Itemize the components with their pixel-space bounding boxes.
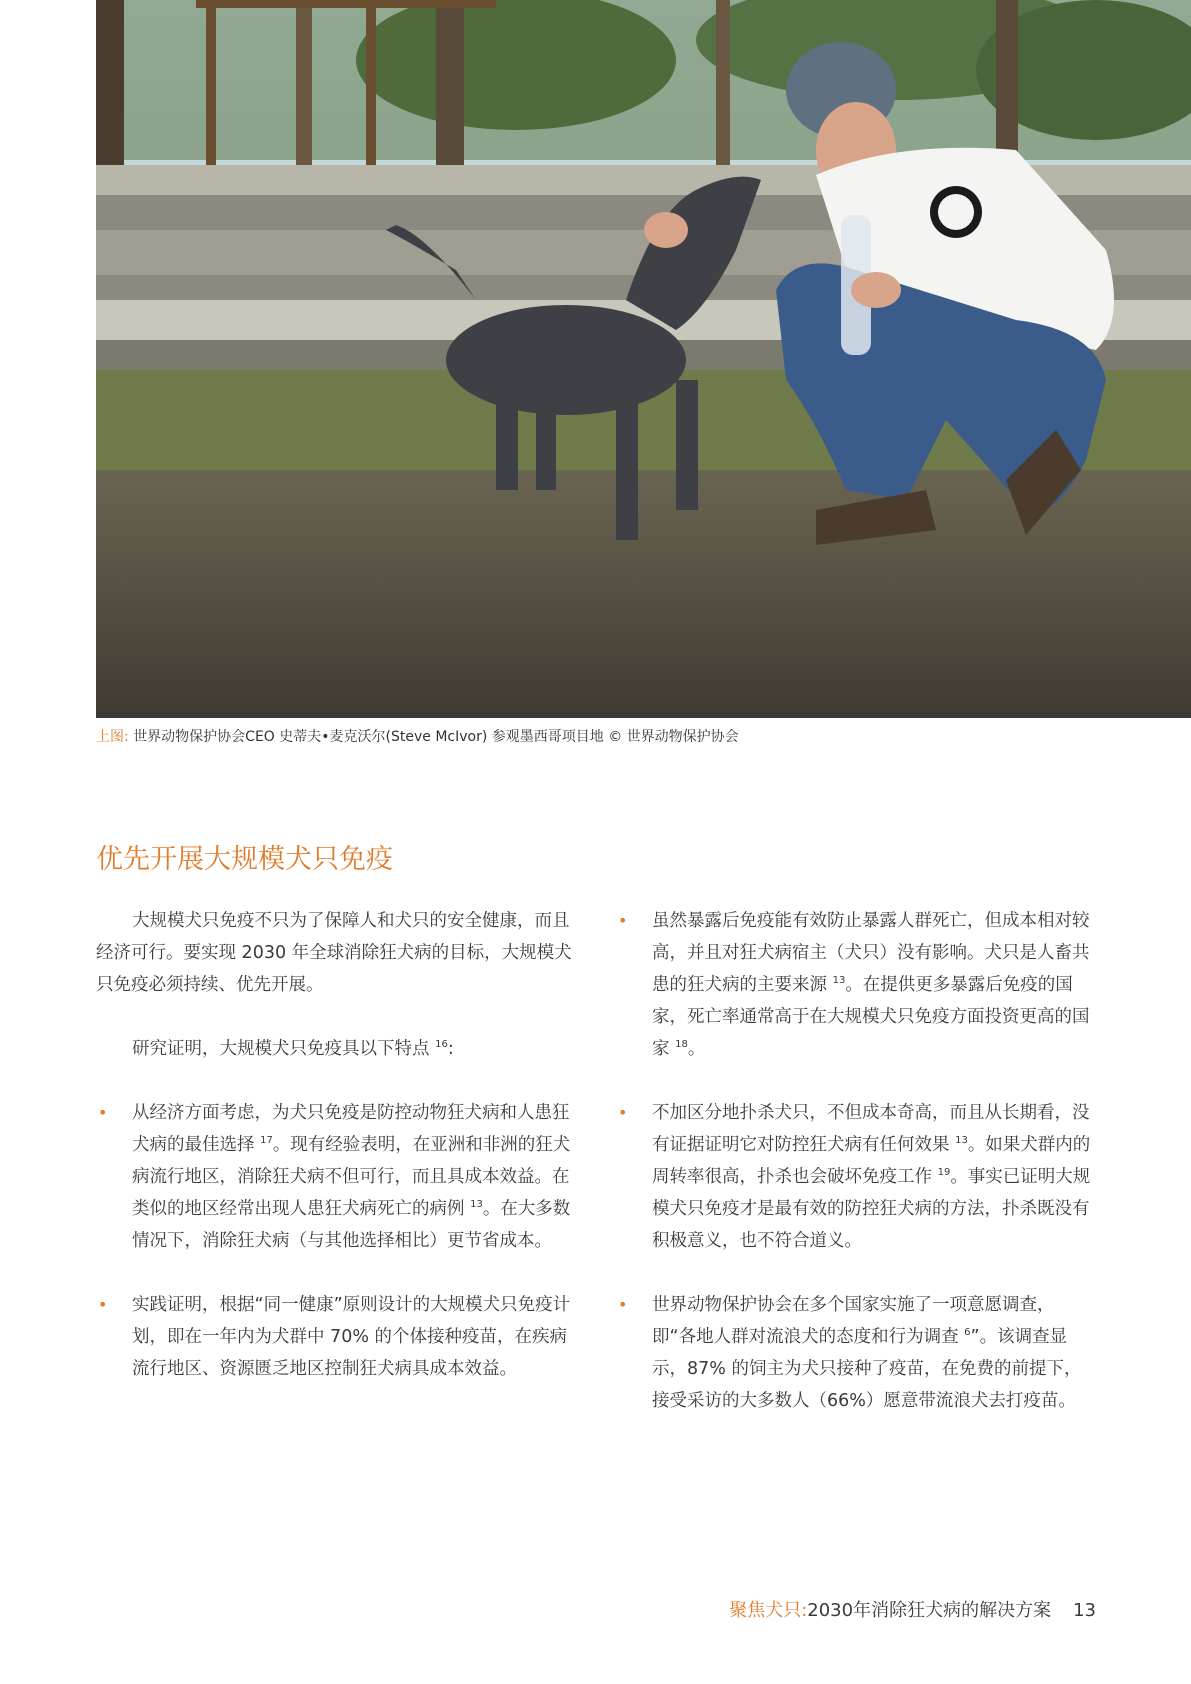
bullet-text: 实践证明，根据“同一健康”原则设计的大规模犬只免疫计划，即在一年内为犬群中 70% 的个体接种疫苗，在疾病流行地区、资源匮乏地区控制狂犬病具成本效益。 [132,1295,571,1379]
page-footer [729,1598,1096,1624]
bullet-text: 虽然暴露后免疫能有效防止暴露人群死亡，但成本相对较高，并且对狂犬病宿主（犬只）没有影响。犬只是人畜共患的狂犬病的主要来源 [652,911,1090,995]
list-item [96,1097,578,1257]
bullet-text: 不加区分地扑杀犬只，不但成本奇高，而且从长期看，没有证据证明它对防控狂犬病有任何效果 [652,1103,1090,1155]
page-number: 13 [1073,1600,1096,1621]
footnote-ref: 19 [937,1167,951,1179]
intro-paragraph: 大规模犬只免疫不只为了保障人和犬只的安全健康，而且经济可行。要实现 2030 年全球消除狂犬病的目标，大规模犬只免疫必须持续、优先开展。 [96,911,572,995]
research-tail: : [447,1039,454,1059]
bullet-text: 。 [687,1039,706,1059]
bullet-text: 。事实已证明大规模犬只免疫才是最有效的防控狂犬病的方法，扑杀既没有积极意义，也不符合道义。 [652,1167,1091,1251]
footer-title: 2030年消除狂犬病的解决方案 [807,1600,1052,1621]
footnote-ref: 16 [435,1039,448,1051]
bullet-text: 。如果犬群内的周转率很高，扑杀也会破坏免疫工作 [652,1135,1091,1187]
bullet-text: 。在提供更多暴露后免疫的国家，死亡率通常高于在大规模犬只免疫方面投资更高的国家 [652,975,1090,1059]
footnote-ref: 13 [955,1135,968,1147]
bullet-text: 。在大多数情况下，消除狂犬病（与其他选择相比）更节省成本。 [132,1199,571,1251]
list-item [616,1289,1098,1417]
bullet-text: 。现有经验表明，在亚洲和非洲的狂犬病流行地区，消除狂犬病不但可行，而且具成本效益。在类似的地区经常出现人患狂犬病死亡的病例 [132,1135,571,1219]
photo-illustration [96,0,1191,718]
footnote-ref: 6 [964,1327,971,1339]
research-paragraph [96,1033,578,1065]
research-text: 研究证明，大规模犬只免疫具以下特点 [132,1039,430,1059]
bullet-icon: • [618,911,628,930]
list-item [616,905,1098,1065]
footnote-ref: 18 [675,1039,688,1051]
bullet-icon: • [618,1103,628,1122]
footer-brand: 聚焦犬只: [729,1600,808,1621]
footnote-ref: 13 [832,975,846,987]
bullet-text: ”。该调查显示，87% 的饲主为犬只接种了疫苗，在免费的前提下，接受采访的大多数人（66%）愿意带流浪犬去打疫苗。 [652,1327,1082,1411]
bullet-text: 世界动物保护协会在多个国家实施了一项意愿调查，即“各地人群对流浪犬的态度和行为调查 [652,1295,1055,1347]
section-title: 优先开展大规模犬只免疫 [96,844,393,875]
bullet-icon: • [98,1103,108,1122]
left-column [96,905,578,1385]
header-photo [96,0,1191,718]
footnote-ref: 17 [260,1135,273,1147]
list-item [96,1289,578,1385]
list-item [616,1097,1098,1257]
caption-text: 世界动物保护协会CEO 史蒂夫•麦克沃尔(Steve McIvor) 参观墨西哥项目地 © 世界动物保护协会 [128,729,739,745]
right-column [616,905,1098,1417]
bullet-icon: • [98,1295,108,1314]
caption-label: 上图: [96,729,129,745]
footnote-ref: 13 [470,1199,483,1211]
bullet-icon: • [618,1295,628,1314]
photo-caption [96,727,739,747]
bullet-text: 从经济方面考虑，为犬只免疫是防控动物狂犬病和人患狂犬病的最佳选择 [132,1103,570,1155]
